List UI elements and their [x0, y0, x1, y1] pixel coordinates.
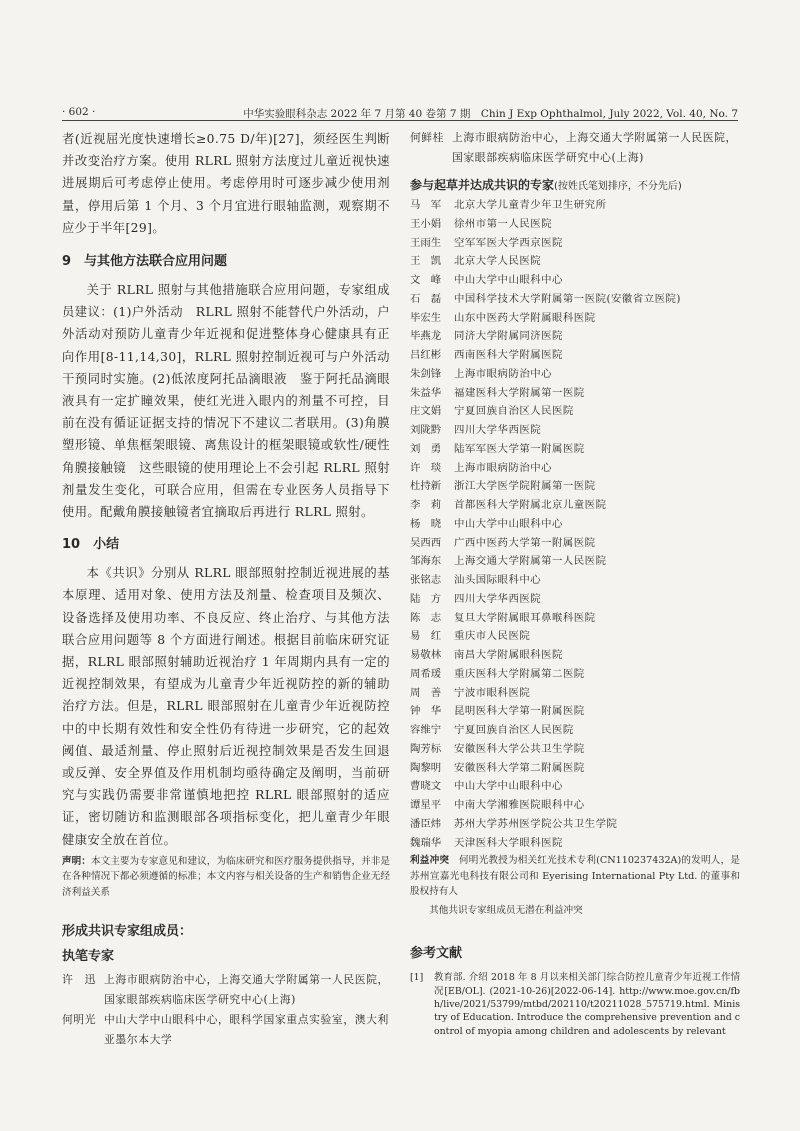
participant-entry: [410, 365, 740, 384]
participant-affiliation: 福建医科大学附属第一医院: [454, 386, 585, 399]
writer-name: 许 迅: [62, 973, 96, 987]
participant-name: 陶芳标: [410, 742, 442, 755]
participant-name: 周 善: [410, 686, 442, 699]
participant-name: 邹海东: [410, 555, 442, 568]
participant-entry: [410, 702, 740, 721]
participant-affiliation: 上海市眼病防治中心: [454, 367, 553, 380]
participant-entry: [410, 796, 740, 815]
participant-entry: [410, 440, 740, 459]
participant-name: 文 峰: [410, 274, 442, 286]
participant-name: 钟 华: [410, 705, 442, 718]
participant-name: 陈 志: [410, 611, 442, 624]
participant-affiliation: 天津医科大学眼科医院: [454, 836, 563, 849]
participant-name: 易敬林: [410, 649, 442, 661]
section-heading-9: 9 与其他方法联合应用问题: [62, 254, 228, 270]
participant-name: 周希瑗: [410, 667, 442, 680]
participant-affiliation: 安徽医科大学公共卫生学院: [454, 742, 585, 755]
participant-name: 庄文娟: [410, 405, 442, 418]
paragraph-intro: 者(近视屈光度快速增长≥0.75 D/年)[27]，须经医生判断并改变治疗方案。使用 RLRL 照射方法度过儿童近视快速进展期后可考虑停止使用。考虑停用时可逐步减少使用剂量，停用后第 1 个月、3 个月宜进行眼轴监测，观察期不应少于半年[29]。: [62, 132, 390, 235]
participant-affiliation: 山东中医药大学附属眼科医院: [454, 311, 596, 324]
participant-name: 张铭志: [410, 574, 442, 586]
participant-entry: [410, 290, 740, 309]
participant-name: 马 军: [410, 199, 442, 211]
participant-entry: [410, 609, 740, 628]
participant-entry: [410, 402, 740, 421]
participant-affiliation: 宁波市眼科医院: [454, 686, 531, 699]
participant-affiliation: 空军军医大学西京医院: [454, 236, 563, 249]
paragraph-section-10: 本《共识》分别从 RLRL 眼部照射控制近视进展的基本原理、适用对象、使用方法及剂量、检查项目及频次、设备选择及使用功率、不良反应、终止治疗、与其他方法联合应用问题等 8 个方面进行阐述。根据目前临床研究证据，RLRL 眼部照射辅助近视治疗 1 年周期内具有一定的近视控制效果，有望成为儿童青少年近视防控的新的辅助治疗方法。但是，RLRL 眼部照射在儿童青少年近视防控中的中长期有效性和安全性仍有待进一步研究，它的起效阈值、最适剂量、停止照射后近视控制效果是否发生回退或反弹、安全界值及作用机制均亟待确定及阐明，当前研究与实践仍需要非常谨慎地把控 RLRL 眼部照射的适应证，密切随访和监测眼部各项指标变化，把儿童青少年眼健康安全放在首位。: [62, 566, 390, 847]
participant-affiliation: 陆军军医大学第一附属医院: [454, 442, 585, 455]
declaration-label: 声明：: [62, 855, 91, 867]
participant-name: 毕燕龙: [410, 330, 442, 343]
participant-entry: [410, 215, 740, 234]
participant-entry: [410, 496, 740, 515]
paragraph-section-9: 关于 RLRL 照射与其他措施联合应用问题，专家组成员建议：(1)户外活动 RLRL 照射不能替代户外活动，户外活动对预防儿童青少年近视和促进整体身心健康具有正向作用[8-11,14,30]，RLRL 照射控制近视可与户外活动干预同时实施。(2)低浓度阿托品滴眼液 鉴于阿托品滴眼液具有一定扩瞳效果，使红光进入眼内的剂量不可控，目前在没有循证证据支持的情况下不建议二者联用。(3)角膜塑形镜、单焦框架眼镜、离焦设计的框架眼镜或软性/硬性角膜接触镜 这些眼镜的使用理论上不会引起 RLRL 照射剂量发生变化，可联合应用，但需在专业医务人员指导下使用。配戴角膜接触镜者宜摘取后再进行 RLRL 照射。: [62, 283, 390, 520]
participant-affiliation: 北京大学人民医院: [454, 255, 542, 268]
participant-name: 王雨生: [410, 236, 442, 249]
participant-affiliation: 中南大学湘雅医院眼科中心: [454, 799, 585, 811]
participant-entry: [410, 534, 740, 553]
page-number: · 602 ·: [62, 106, 96, 118]
writer-entry: [62, 1010, 390, 1050]
participant-name: 王 凯: [410, 255, 442, 268]
participant-entry: [410, 515, 740, 534]
participants-title: [410, 176, 740, 193]
participant-entry: [410, 309, 740, 328]
participant-entry: [410, 759, 740, 778]
participant-name: 陶黎明: [410, 761, 442, 774]
participant-affiliation: 重庆医科大学附属第二医院: [454, 667, 585, 680]
participant-affiliation: 北京大学儿童青少年卫生研究所: [454, 199, 607, 211]
conflict-of-interest: [410, 853, 740, 900]
reference-number: [1]: [410, 972, 424, 984]
reference-item: [410, 971, 740, 1038]
participant-affiliation: 西南医科大学附属医院: [454, 349, 563, 361]
participant-entry: [410, 252, 740, 271]
participant-entry: [410, 552, 740, 571]
participant-entry: [410, 815, 740, 834]
participant-entry: [410, 684, 740, 703]
participant-entry: [410, 421, 740, 440]
participant-affiliation: 安徽医科大学第二附属医院: [454, 761, 585, 774]
participant-entry: [410, 346, 740, 365]
participant-entry: [410, 196, 740, 215]
participant-name: 吕红彬: [410, 349, 442, 361]
journal-citation: 中华实验眼科杂志 2022 年 7 月第 40 卷第 7 期 Chin J Exp Ophthalmol, July 2022, Vol. 40, No. 7: [243, 108, 738, 120]
participant-affiliation: 中国科学技术大学附属第一医院(安徽省立医院): [454, 292, 681, 305]
declaration-text: 本文主要为专家意见和建议，为临床研究和医疗服务提供指导，并非是在各种情况下都必须遵循的标准；本文内容与相关设备的生产和销售企业无经济利益关系: [62, 855, 391, 898]
participant-name: 杨 晓: [410, 517, 442, 530]
participant-affiliation: 昆明医科大学第一附属医院: [454, 705, 585, 718]
participant-name: 吴西西: [410, 536, 442, 549]
participant-entry: [410, 777, 740, 796]
participant-name: 陆 方: [410, 592, 442, 605]
writer-affiliation: 中山大学中山眼科中心，眼科学国家重点实验室，澳大利亚墨尔本大学: [104, 1013, 389, 1047]
participant-name: 刘陇黔: [410, 424, 442, 436]
participant-name: 许 琰: [410, 461, 442, 474]
writer-name: 何鲜桂: [410, 131, 444, 144]
participant-affiliation: 汕头国际眼科中心: [454, 574, 542, 586]
reference-text: 教育部. 介绍 2018 年 8 月以来相关部门综合防控儿童青少年近视工作情况[EB/OL]. (2021-10-26)[2022-06-14]. http://www.moe.gov.cn/fbh/live/2021/53799/mtbd/202110/t20211028_575719.html. Ministry of Education. Introduce the comprehensive prevention and control of myopia among children and adolescents by relevant: [434, 972, 740, 1037]
participant-name: 李 莉: [410, 499, 442, 511]
participant-affiliation: 中山大学中山眼科中心: [454, 517, 563, 530]
participant-name: 朱益华: [410, 386, 442, 399]
participant-affiliation: 徐州市第一人民医院: [454, 217, 553, 230]
participant-name: 朱剑锋: [410, 367, 442, 380]
declaration: [62, 854, 390, 901]
participant-entry: [410, 571, 740, 590]
participant-name: 易 红: [410, 630, 442, 643]
participant-affiliation: 上海交通大学附属第一人民医院: [454, 555, 607, 568]
participant-affiliation: 浙江大学医学院附属第一医院: [454, 480, 596, 493]
participants-list: [410, 196, 740, 852]
participant-name: 王小娟: [410, 217, 442, 230]
conflict-of-interest-others: 其他共识专家组成员无潜在利益冲突: [429, 904, 583, 916]
writing-experts-title: 执笔专家: [62, 949, 115, 965]
running-header: [62, 104, 738, 121]
participant-affiliation: 中山大学中山眼科中心: [454, 780, 563, 793]
participant-entry: [410, 384, 740, 403]
participant-name: 曹晓文: [410, 780, 442, 793]
participant-entry: [410, 721, 740, 740]
left-column: [62, 128, 390, 1050]
participant-affiliation: 苏州大学苏州医学院公共卫生学院: [454, 817, 618, 830]
participant-affiliation: 同济大学附属同济医院: [454, 330, 563, 343]
participant-entry: [410, 327, 740, 346]
participant-affiliation: 四川大学华西医院: [454, 424, 542, 436]
participant-affiliation: 重庆市人民医院: [454, 630, 531, 643]
participant-name: 容维宁: [410, 724, 442, 736]
coi-label: 利益冲突: [410, 855, 450, 867]
participant-entry: [410, 740, 740, 759]
participant-affiliation: 复旦大学附属眼耳鼻喉科医院: [454, 611, 596, 624]
participants-note: (按姓氏笔划排序，不分先后): [554, 181, 682, 192]
participant-entry: [410, 590, 740, 609]
writer-name: 何明光: [62, 1013, 96, 1027]
participant-name: 杜持新: [410, 480, 442, 493]
participant-affiliation: 广西中医药大学第一附属医院: [454, 536, 596, 549]
participant-affiliation: 南昌大学附属眼科医院: [454, 649, 563, 661]
references-title: 参考文献: [410, 946, 463, 962]
coi-text: 何明光教授为相关红光技术专利(CN110237432A)的发明人，是苏州宣嘉光电科技有限公司和 Eyerising International Pty Ltd. 的董事和股权持有人: [410, 855, 740, 898]
participant-affiliation: 中山大学中山眼科中心: [454, 274, 563, 286]
participant-entry: [410, 234, 740, 253]
right-column: [410, 128, 740, 1038]
expert-group-title: 形成共识专家组成员：: [62, 924, 193, 940]
participant-entry: [410, 646, 740, 665]
participant-name: 石 磊: [410, 292, 442, 305]
section-heading-10: 10 小结: [62, 537, 120, 553]
participant-entry: [410, 477, 740, 496]
participant-entry: [410, 459, 740, 478]
participant-entry: [410, 271, 740, 290]
participant-entry: [410, 627, 740, 646]
participant-affiliation: 宁夏回族自治区人民医院: [454, 405, 574, 418]
participant-entry: [410, 665, 740, 684]
participant-name: 刘 勇: [410, 442, 442, 455]
participant-affiliation: 首都医科大学附属北京儿童医院: [454, 499, 607, 511]
writer-entry: [62, 970, 390, 1010]
writer-affiliation: 上海市眼病防治中心，上海交通大学附属第一人民医院，国家眼部疾病临床医学研究中心(上海): [452, 131, 737, 164]
participant-name: 潘臣炜: [410, 817, 442, 830]
writer-affiliation: 上海市眼病防治中心，上海交通大学附属第一人民医院，国家眼部疾病临床医学研究中心(上海): [104, 973, 389, 1007]
participant-affiliation: 四川大学华西医院: [454, 592, 542, 605]
participant-affiliation: 宁夏回族自治区人民医院: [454, 724, 574, 736]
participant-name: 毕宏生: [410, 311, 442, 324]
participant-affiliation: 上海市眼病防治中心: [454, 461, 553, 474]
participant-entry: [410, 834, 740, 853]
participant-name: 魏瑞华: [410, 836, 442, 849]
participant-name: 谭星平: [410, 799, 442, 811]
writer-entry: [410, 128, 740, 168]
participants-title-text: 参与起草并达成共识的专家: [410, 178, 555, 192]
